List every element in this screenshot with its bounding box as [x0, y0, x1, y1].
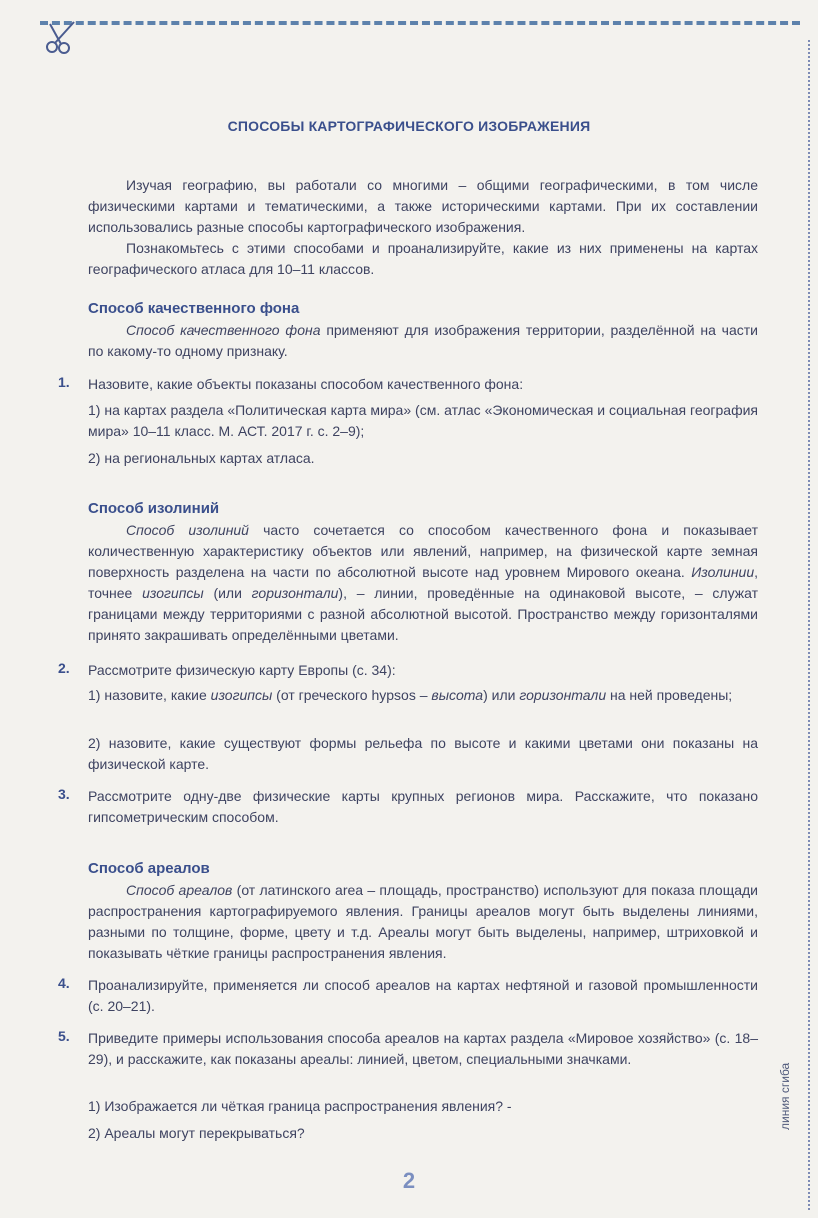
intro-paragraph-1: Изучая географию, вы работали со многими – общими географическими, в том числе физическими картами и тематическими, а также историческими картами. При их составлении использовались разные способы картографического изображения. — [88, 177, 758, 235]
question-4-text: Проанализируйте, применяется ли способ ареалов на картах нефтяной и газовой промышленности (с. 20–21). — [88, 977, 758, 1014]
question-number-4: 4. — [58, 975, 70, 991]
intro-paragraph-2: Познакомьтесь с этими способами и проанализируйте, какие из них применены на картах географического атласа для 10–11 классов. — [88, 240, 758, 277]
question-number-3: 3. — [58, 786, 70, 802]
section-heading-areals: Способ ареалов — [88, 860, 210, 877]
fold-label: линия сгиба — [778, 1062, 792, 1130]
question-number-1: 1. — [58, 374, 70, 390]
scissors-icon — [42, 20, 84, 54]
question-1-item-1: 1) на картах раздела «Политическая карта мира» (см. атлас «Экономическая и социальная география мира» 10–11 класс. М. АСТ. 2017 г. с. 2–9); — [88, 402, 758, 439]
section-heading-qualitative-background: Способ качественного фона — [88, 300, 300, 317]
question-2-text: Рассмотрите физическую карту Европы (с. 34): — [88, 662, 396, 678]
section-2-definition: Способ изолиний часто сочетается со способом качественного фона и показывает количественную характеристику объектов или явлений, например, на физической карте земная поверхность разделена на части по абсолютной высоте над уровнем Мирового океана. Изолинии, точнее изогипсы (или горизонтали), – линии, проведённые на одинаковой высоте, – служат границами между территориями с разной абсолютной высотой. Пространство между горизонталями принято закрашивать определёнными цветами. — [88, 522, 758, 643]
section-1-definition — [88, 320, 758, 362]
fold-line — [808, 40, 810, 1210]
question-5-text: Приведите примеры использования способа ареалов на картах раздела «Мировое хозяйство» (с. 18–29), и расскажите, как показаны ареалы: линией, цветом, специальными значками. — [88, 1030, 758, 1067]
question-1-item-2: 2) на региональных картах атласа. — [88, 450, 315, 466]
question-2-item-1: 1) назовите, какие изогипсы (от греческого hypsos – высота) или горизонтали на ней проведены; — [88, 687, 733, 703]
question-1-text: Назовите, какие объекты показаны способом качественного фона: — [88, 376, 524, 392]
isolines-term: Способ изолиний — [126, 522, 249, 538]
definition-text: применяют для изображения территории, разделённой на части по какому-то одному признаку. — [88, 322, 758, 359]
section-3-definition: Способ ареалов (от латинского area – площадь, пространство) используют для показа площади распространения картографируемого явления. Границы ареалов могут быть выделены линиями, разными по толщине, форме, цвету и т.д. Ареалы могут быть выделены, например, штриховкой и показывать чёткие границы распространения явления. — [88, 882, 758, 961]
areals-term: Способ ареалов — [126, 882, 233, 898]
question-3-text: Рассмотрите одну-две физические карты крупных регионов мира. Расскажите, что показано гипсометрическим способом. — [88, 788, 758, 825]
question-5-item-1: 1) Изображается ли чёткая граница распространения явления? - — [88, 1098, 512, 1114]
section-heading-isolines: Способ изолиний — [88, 500, 220, 517]
question-number-2: 2. — [58, 660, 70, 676]
page-title: СПОСОБЫ КАРТОГРАФИЧЕСКОГО ИЗОБРАЖЕНИЯ — [227, 118, 591, 134]
question-5-item-2: 2) Ареалы могут перекрываться? — [88, 1125, 305, 1141]
cut-line — [40, 21, 800, 25]
definition-term: Способ качественного фона — [126, 322, 321, 338]
question-2-item-2: 2) назовите, какие существуют формы рельефа по высоте и какими цветами они показаны на физической карте. — [88, 735, 758, 772]
question-number-5: 5. — [58, 1028, 70, 1044]
page-number: 2 — [402, 1168, 416, 1193]
